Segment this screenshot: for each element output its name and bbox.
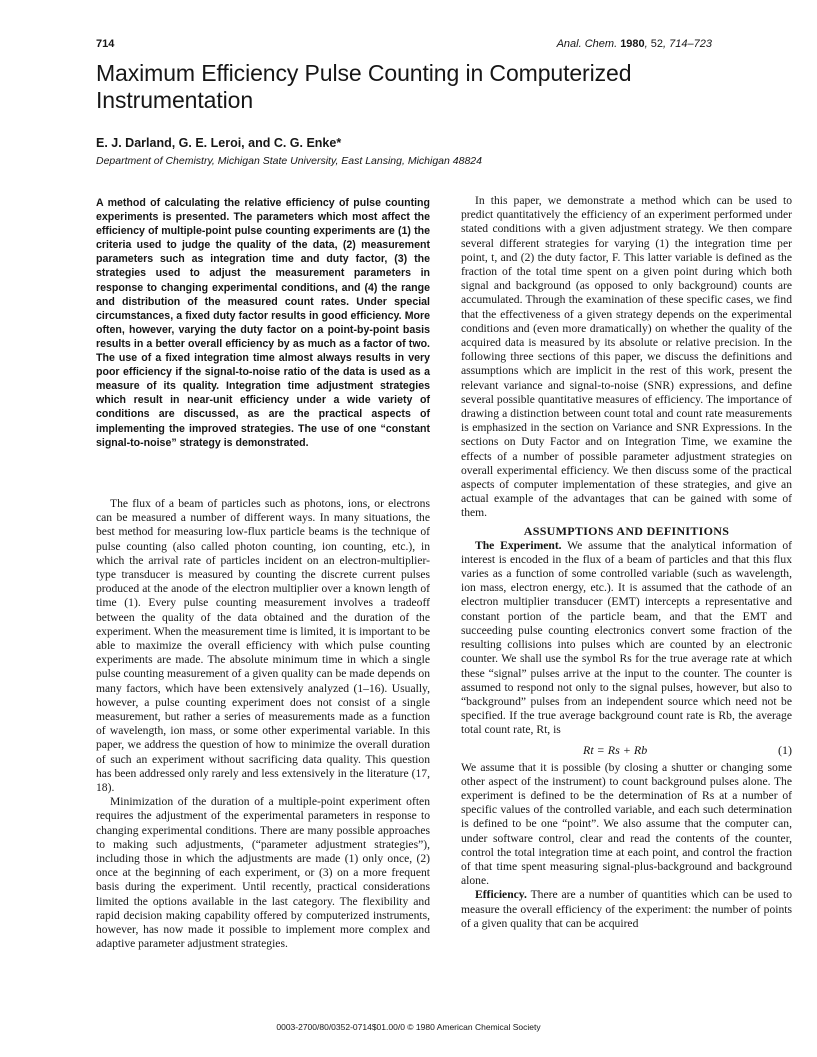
experiment-paragraph [461, 539, 792, 738]
intro-paragraph-3: In this paper, we demonstrate a method which can be used to predict quantitatively the efficiency of an experiment performed under stated conditions with a given adjustment strategy. We then compare several different strategies for varying (1) the integration time per point, t, and (2) the duty factor, F. This latter variable is defined as the fraction of the total time spent on a given point during which both signal and background (as opposed to only background) counts are accumulated. Through the examination of these specific cases, we find that the effectiveness of a given strategy depends on the experimental conditions and (even more dramatically) on whether the quality of the acquired data is measured by its absolute or relative precision. In the following three sections of this paper, we discuss the definitions and assumptions which are implicit in the rest of this work, present the relevant variance and signal-to-noise (SNR) expressions, and define several possible quantitative measures of efficiency. The importance of drawing a distinction between count total and count rate measurements is emphasized in the section on Variance and SNR Expressions. In the sections on Duty Factor and on Integration Time, we examine the effects of a number of possible parameter adjustment strategies on overall experimental efficiency. We then discuss some of the practical aspects of computer implementation of these strategies, and give an actual example of the advantages that can be gained with some of them. [461, 194, 792, 520]
efficiency-text: There are a number of quantities which can be used to measure the overall efficiency of the experiment: the number of points of a given quality that can be acquired [461, 888, 792, 930]
efficiency-paragraph [461, 888, 792, 931]
author-list: E. J. Darland, G. E. Leroi, and C. G. Enke* [96, 136, 342, 150]
journal-volume: 52 [650, 38, 664, 50]
journal-name: Anal. Chem. [556, 38, 618, 50]
section-heading: ASSUMPTIONS AND DEFINITIONS [523, 523, 730, 538]
equation-body: Rt = Rs + Rb [583, 742, 648, 757]
journal-year: 1980 [620, 38, 645, 50]
article-title: Maximum Efficiency Pulse Counting in Computerized Instrumentation [96, 60, 632, 113]
experiment-runin-heading: The Experiment. [475, 538, 562, 552]
equation-number: (1) [778, 742, 792, 757]
copyright-footer: 0003-2700/80/0352-0714$01.00/0 © 1980 American Chemical Society [276, 1022, 541, 1032]
after-equation-paragraph: We assume that it is possible (by closing a shutter or changing some other aspect of the instrument) to count background pulses alone. The experiment is defined to be the determination of Rs at a number of specific values of the controlled variable, and each such determination is defined to be one “point”. We also assume that the computer can, under software control, clear and read the contents of the counter, control the total integration time at each point, and control the fraction of that time spent measuring signal-plus-background and background alone. [461, 760, 792, 888]
author-affiliation: Department of Chemistry, Michigan State University, East Lansing, Michigan 48824 [96, 155, 482, 167]
running-header: Anal. Chem. 1980, 52, 714–723 [556, 38, 712, 50]
intro-paragraph-1: The flux of a beam of particles such as photons, ions, or electrons can be measured a number of different ways. In many situations, the best method for measuring low-flux particle beams is the technique of pulse counting (also called photon counting, ion counting, etc.), in which the arrival rate of particles incident on an electron-multiplier-type transducer is measured by counting the discrete current pulses produced at the anode of the electron multiplier over a known length of time (1). Every pulse counting measurement involves a tradeoff between the quality of the data obtained and the duration of the experiment. When the measurement time is limited, it is important to be able to maximize the overall efficiency with which pulse counting experiments are made. The absolute minimum time in which a single pulse counting measurement of a given quality can be made depends on many factors, which have been extensively analyzed (1–16). Usually, however, a pulse counting experiment does not consist of a single measurement, but rather a series of measurements made as a function of wavelength, ion mass, or some other experimental variable. In this paper, we address the question of how to minimize the overall duration of such an experiment without sacrificing data quality. This question has been addressed only rarely and less extensively in the literature (17, 18). [96, 497, 430, 795]
equation-1 [461, 741, 792, 759]
efficiency-runin-heading: Efficiency. [475, 888, 527, 902]
journal-pages: 714–723 [669, 38, 712, 50]
intro-paragraph-2: Minimization of the duration of a multiple-point experiment often requires the adjustment of the experimental parameters in response to changing experimental conditions. There are many possible approaches to making such adjustments, (“parameter adjustment strategies”), including those in which the adjustments are made (1) only once, (2) once at the beginning of each experiment, or (3) on a more frequent basis during the experiment. Until recently, practical considerations limited the options available in the last category. The flexibility and rapid decision making capability offered by computerized instruments, however, has now made it possible to implement more complex and adaptive parameter adjustment strategies. [96, 795, 430, 951]
page-number: 714 [96, 38, 115, 50]
abstract: A method of calculating the relative efficiency of pulse counting experiments is presented. The parameters which most affect the efficiency of multiple-point pulse counting experiments are (1) the criteria used to judge the quality of the data, (2) measurement parameters such as integration time and duty factor, (3) the strategies used to adjust the measurement parameters in response to changing experimental conditions, and (4) the range and distribution of the measured count rates. Under special circumstances, a fixed duty factor results in good efficiency. More often, however, varying the duty factor on a point-by-point basis results in a better overall efficiency by as much as a factor of two. The use of a fixed integration time almost always results in very poor efficiency if the signal-to-noise ratio of the data is used as a measure of its quality. Integration time adjustment strategies which result in near-unit efficiency under a wide variety of conditions are discussed, as are the practical aspects of implementing the improved strategies. The use of one “constant signal-to-noise” strategy is demonstrated. [96, 197, 430, 449]
right-column-body [461, 194, 792, 931]
left-column-body [96, 497, 430, 952]
experiment-text: We assume that the analytical information of interest is encoded in the flux of a beam of particles and that this flux varies as a function of some controlled variable (such as wavelength, ion mass, electron energy, etc.). It is assumed that the cathode of an electron multiplier transducer (EMT) intercepts a representative and constant portion of the particle beam, and that the EMT and succeeding pulse counting electronics convert some fraction of the resulting collisions into pulses which are counted by an electronic counter. We shall use the symbol Rs for the true average rate at which these “signal” pulses arrive at the input to the counter. The counter is assumed to respond not only to the signal pulses, however, but also to “background” pulses from an independent source which need not be specified. If the true average background count rate is Rb, the average total count rate, Rt, is [461, 538, 792, 737]
